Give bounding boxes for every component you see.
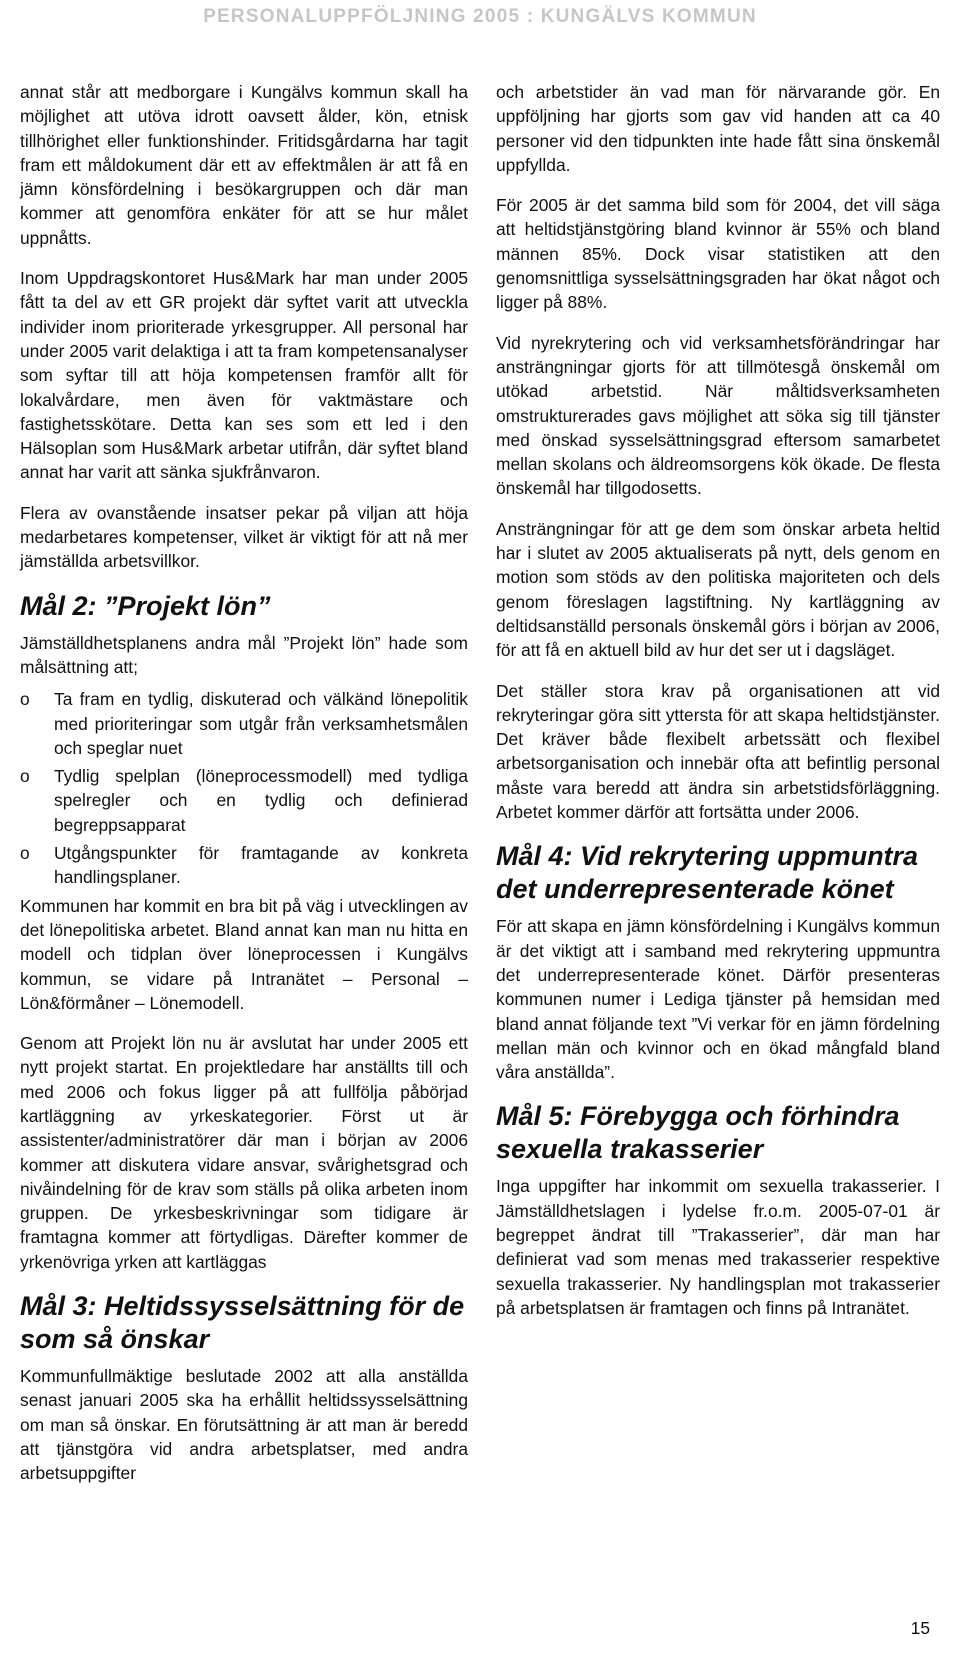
paragraph: Kommunfullmäktige beslutade 2002 att alla anställda senast januari 2005 ska ha erhållit heltidssysselsättning om man så önskar. En förutsättning är att man är beredd att tjänstgöra vid andra arbetsplatser, med andra arbetsuppgifter bbox=[20, 1366, 468, 1484]
running-header: PERSONALUPPFÖLJNING 2005 : KUNGÄLVS KOMMUN bbox=[203, 6, 757, 27]
section-heading-mal2: Mål 2: ”Projekt lön” bbox=[20, 590, 271, 621]
paragraph: För att skapa en jämn könsfördelning i Kungälvs kommun är det viktigt att i samband med rekrytering uppmuntra det underrepresenterade könet. Därför presenteras kommunen numer i Lediga tjänster på hemsidan med bland annat följande text ”Vi verkar för en jämn fördelning mellan män och kvinnor och en ökad mångfald bland våra anställda”. bbox=[496, 916, 940, 1083]
bullet-marker: o bbox=[20, 766, 30, 787]
paragraph: Kommunen har kommit en bra bit på väg i utvecklingen av det lönepolitiska arbetet. Bland annat kan man nu hitta en modell och tidplan över löneprocessen i Kungälvs kommun, se vidare på Intranätet – Personal – Lön&förmåner – Lönemodell. bbox=[20, 895, 468, 1013]
bullet-marker: o bbox=[20, 689, 30, 710]
section-heading-mal5: Mål 5: Förebygga och förhindra sexuella trakasserier bbox=[496, 1101, 900, 1165]
paragraph: Vid nyrekrytering och vid verksamhetsförändringar har ansträngningar gjorts för att tillmötesgå önskemål om utökad arbetstid. När måltidsverksamheten omstrukturerades gavs möjlighet att söka sig till tjänster med önskad sysselsättningsgrad eftersom samarbetet mellan skolans och äldreomsorgens kök ökade. De flesta önskemål har tillgodosetts. bbox=[496, 332, 940, 499]
list-item bbox=[20, 687, 468, 760]
section-heading-mal4: Mål 4: Vid rekrytering uppmuntra det underrepresenterade könet bbox=[496, 841, 919, 905]
bullet-marker: o bbox=[20, 843, 30, 864]
right-column bbox=[496, 80, 940, 1336]
list-item-text: Ta fram en tydlig, diskuterad och välkänd lönepolitik med prioriteringar som utgår från verksamhetsmålen och speglar nuet bbox=[54, 689, 468, 758]
paragraph: Det ställer stora krav på organisationen att vid rekryteringar göra sitt yttersta för att skapa heltidstjänster. Det kräver både flexibelt arbetssätt och flexibel arbetsorganisation och innebär ofta att befintlig personal måste vara beredd att ändra sin arbetstidsförläggning. Arbetet kommer därför att fortsätta under 2006. bbox=[496, 680, 940, 823]
left-column bbox=[20, 80, 468, 1502]
list-item-text: Tydlig spelplan (löneprocessmodell) med tydliga spelregler och en tydlig och definierad begreppsapparat bbox=[54, 766, 468, 835]
paragraph: För 2005 är det samma bild som för 2004, det vill säga att heltidstjänstgöring bland kvinnor är 55% och bland männen 85%. Dock visar statistiken att den genomsnittliga sysselsättningsgraden har ökat något och ligger på 88%. bbox=[496, 195, 940, 313]
paragraph: Ansträngningar för att ge dem som önskar arbeta heltid har i slutet av 2005 aktualiserats på nytt, dels genom en motion som stöds av den politiska majoriteten och dels genom föreslagen lagstiftning. Ny kartläggning av deltidsanställd personals önskemål görs i början av 2006, för att få en aktuell bild av hur det ser ut i dagsläget. bbox=[496, 518, 940, 661]
paragraph: och arbetstider än vad man för närvarande gör. En uppföljning har gjorts som gav vid handen att ca 40 personer vid den tidpunkten inte hade fått sina önskemål uppfyllda. bbox=[496, 82, 940, 175]
paragraph: Flera av ovanstående insatser pekar på viljan att höja medarbetares kompetenser, vilket är viktigt för att nå mer jämställda arbetsvillkor. bbox=[20, 502, 468, 572]
list-item bbox=[20, 841, 468, 890]
goal-list bbox=[20, 687, 468, 889]
paragraph: Genom att Projekt lön nu är avslutat har under 2005 ett nytt projekt startat. En projektledare har anställts till och med 2006 och fokus ligger på att fullfölja påbörjad kartläggning av yrkeskategorier. Först ut är assistenter/administratörer där man i början av 2006 kommer att diskutera vidare ansvar, svårighetsgrad och nivåindelning för de krav som ställs på olika arbeten inom gruppen. De yrkesbeskrivningar som tidigare är framtagna kommer att förtydligas. Därefter kommer de yrkenövriga yrken att kartläggas bbox=[20, 1033, 468, 1272]
page-number: 15 bbox=[910, 1618, 930, 1638]
paragraph: Inga uppgifter har inkommit om sexuella trakasserier. I Jämställdhetslagen i lydelse fr.o.m. 2005-07-01 är begreppet ändrat till ”Trakasserier”, där man har definierat vad som menas med trakasserier respektive sexuella trakasserier. Ny handlingsplan mot trakasserier på arbetsplatsen är framtagen och finns på Intranätet. bbox=[496, 1176, 940, 1318]
section-heading-mal3: Mål 3: Heltidssysselsättning för de som så önskar bbox=[20, 1291, 465, 1355]
paragraph: Jämställdhetsplanens andra mål ”Projekt lön” hade som målsättning att; bbox=[20, 632, 468, 677]
paragraph: Inom Uppdragskontoret Hus&Mark har man under 2005 fått ta del av ett GR projekt där syftet varit att utveckla individer inom prioriterade yrkesgrupper. All personal har under 2005 varit delaktiga i att ta fram kompetensanalyser som syftar till att höja kompetensen framför allt för lokalvårdare, men även för vaktmästare och fastighetsskötare. Detta kan ses som ett led i den Hälsoplan som Hus&Mark arbetar utifrån, där syftet bland annat har varit att sänka sjukfrånvaron. bbox=[20, 268, 468, 483]
paragraph: annat står att medborgare i Kungälvs kommun skall ha möjlighet att utöva idrott oavsett ålder, kön, etnisk tillhörighet eller funktionshinder. Fritidsgårdarna har tagit fram ett måldokument där ett av effektmålen är att få en jämn könsfördelning i besökargruppen och där man kommer att genomföra enkäter för att se hur målet uppnåtts. bbox=[20, 82, 468, 248]
list-item bbox=[20, 764, 468, 837]
list-item-text: Utgångspunkter för framtagande av konkreta handlingsplaner. bbox=[54, 843, 468, 888]
